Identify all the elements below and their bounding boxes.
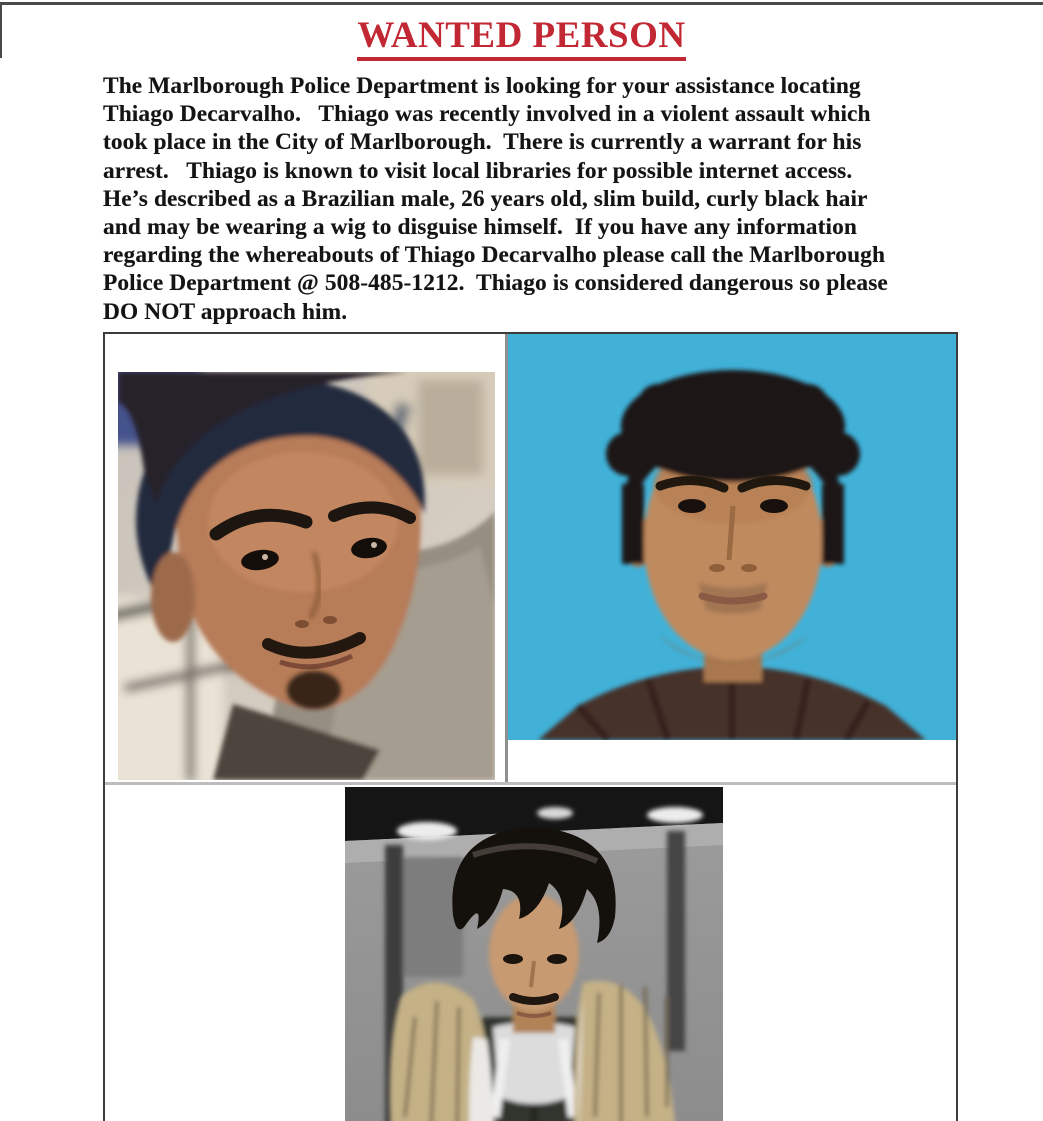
intro-line: He’s described as a Brazilian male, 26 years old, slim build, curly black hair xyxy=(103,185,868,212)
intro-paragraph xyxy=(103,72,1008,326)
intro-line: regarding the whereabouts of Thiago Decarvalho please call the Marlborough xyxy=(103,242,886,269)
intro-line: arrest. Thiago is known to visit local libraries for possible internet access. xyxy=(103,157,853,184)
photo-table xyxy=(103,332,958,1121)
parka-photo xyxy=(345,787,723,1121)
intro-line: Thiago Decarvalho. Thiago was recently involved in a violent assault which xyxy=(103,101,871,128)
photo-cell-bottom xyxy=(105,785,956,1121)
top-scan-rule xyxy=(0,2,1043,5)
selfie-photo xyxy=(118,372,495,780)
intro-line: DO NOT approach him. xyxy=(103,298,348,325)
id-photo xyxy=(508,334,956,740)
intro-line: and may be wearing a wig to disguise himself. If you have any information xyxy=(103,214,857,241)
page-title-text: WANTED PERSON xyxy=(357,17,685,61)
intro-line: The Marlborough Police Department is looking for your assistance locating xyxy=(103,73,861,99)
intro-line: took place in the City of Marlborough. There is currently a warrant for his xyxy=(103,129,862,156)
intro-line: Police Department @ 508-485-1212. Thiago is considered dangerous so please xyxy=(103,270,888,297)
page-title xyxy=(0,14,1043,61)
photo-cell-right xyxy=(508,334,956,782)
photo-cell-left xyxy=(105,334,505,782)
